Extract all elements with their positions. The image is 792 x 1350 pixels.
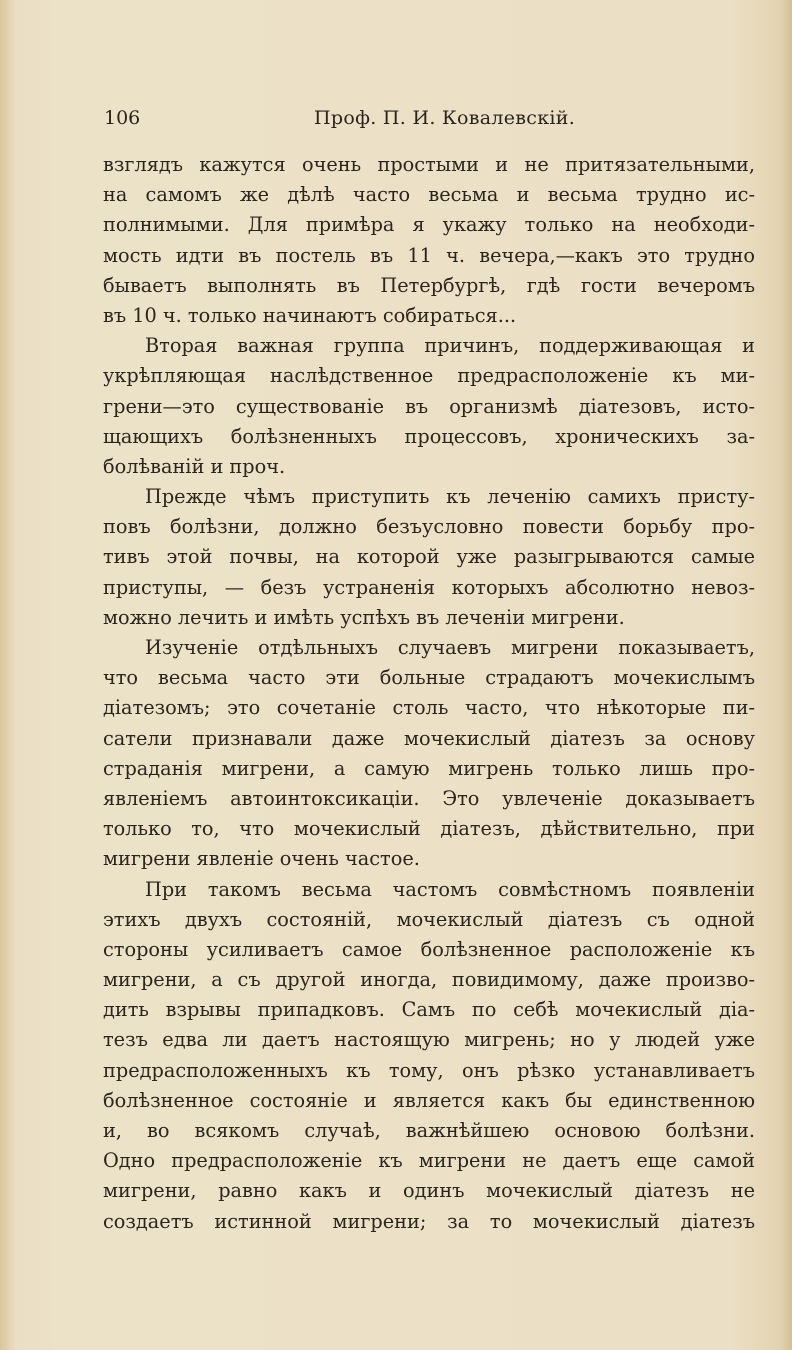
text-line: мигрени явленіе очень частое. (103, 847, 420, 871)
text-line: и, во всякомъ случаѣ, важнѣйшею основою болѣзни. (103, 1119, 755, 1142)
text-line: болѣваній и проч. (103, 454, 286, 478)
text-line: сатели признавали даже мочекислый діатезъ за основу (103, 726, 755, 750)
text-line: тивъ этой почвы, на которой уже разыгрываются самые (103, 545, 755, 569)
text-line: въ 10 ч. только начинаютъ собираться... (103, 303, 517, 327)
text-line: повъ болѣзни, должно безъусловно повести борьбу про- (103, 515, 755, 539)
text-line: мигрени, а съ другой иногда, повидимому, даже произво- (103, 968, 755, 992)
page-header (104, 107, 754, 137)
text-line: стороны усиливаетъ самое болѣзненное расположеніе къ (103, 937, 755, 961)
text-line: щающихъ болѣзненныхъ процессовъ, хроническихъ за- (103, 424, 755, 448)
paragraph-start-line: Изученіе отдѣльныхъ случаевъ мигрени показываетъ, (145, 636, 755, 659)
paragraph-start-line: Прежде чѣмъ приступить къ леченію самихъ присту- (145, 485, 755, 509)
text-line: полнимыми. Для примѣра я укажу только на необходи- (103, 213, 755, 237)
text-line: мигрени, равно какъ и одинъ мочекислый діатезъ не (103, 1179, 755, 1203)
text-line: дить взрывы припадковъ. Самъ по себѣ мочекислый діа- (103, 998, 755, 1022)
text-line: грени—это существованіе въ организмѣ діатезовъ, исто- (103, 394, 755, 418)
text-line: можно лечить и имѣть успѣхъ въ леченіи мигрени. (103, 605, 625, 629)
text-line: явленіемъ автоинтоксикаціи. Это увлеченіе доказываетъ (103, 786, 755, 810)
text-line: бываетъ выполнять въ Петербургѣ, гдѣ гости вечеромъ (103, 273, 755, 297)
text-line: взглядъ кажутся очень простыми и не притязательными, (103, 153, 755, 176)
text-line: страданія мигрени, а самую мигрень только лишь про- (103, 756, 755, 780)
body-text (103, 150, 755, 1237)
paragraph-start-line: При такомъ весьма частомъ совмѣстномъ появленіи (145, 877, 755, 901)
text-line: только то, что мочекислый діатезъ, дѣйствительно, при (103, 817, 755, 841)
text-line: болѣзненное состояніе и является какъ бы единственною (103, 1088, 755, 1112)
running-head: Проф. П. И. Ковалевскій. (314, 107, 576, 129)
page-number: 106 (104, 107, 141, 129)
text-line: мость идти въ постель въ 11 ч. вечера,—какъ это трудно (103, 243, 755, 267)
text-line: діатезомъ; это сочетаніе столь часто, что нѣкоторые пи- (103, 696, 755, 720)
text-line: создаетъ истинной мигрени; за то мочекислый діатезъ (103, 1209, 755, 1233)
text-line: предрасположенныхъ къ тому, онъ рѣзко устанавливаетъ (103, 1058, 755, 1082)
text-line: на самомъ же дѣлѣ часто весьма и весьма трудно ис- (103, 183, 755, 207)
paragraph-start-line: Вторая важная группа причинъ, поддерживающая и (145, 334, 755, 358)
text-line: тезъ едва ли даетъ настоящую мигрень; но у людей уже (103, 1028, 755, 1052)
text-line: Одно предрасположеніе къ мигрени не даетъ еще самой (103, 1149, 755, 1173)
text-line: что весьма часто эти больные страдаютъ мочекислымъ (103, 666, 755, 690)
text-line: приступы, — безъ устраненія которыхъ абсолютно невоз- (103, 575, 755, 599)
text-line: укрѣпляющая наслѣдственное предрасположеніе къ ми- (103, 364, 755, 388)
text-line: этихъ двухъ состояній, мочекислый діатезъ съ одной (103, 907, 755, 931)
